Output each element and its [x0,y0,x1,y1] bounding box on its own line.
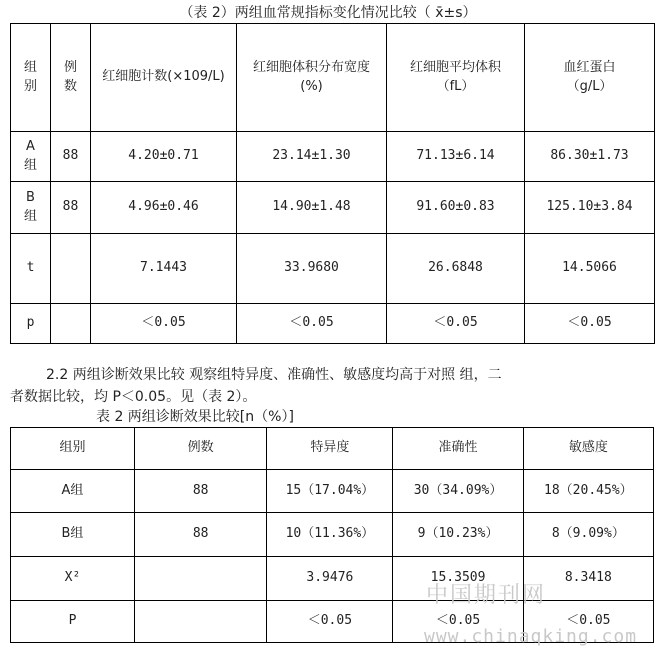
cell: 3.9476 [267,557,393,601]
cell: ＜0.05 [267,601,393,643]
table-row [11,304,655,344]
cell: 4.96±0.46 [91,182,237,234]
header-mcv: 红细胞平均体积（fL） [387,24,525,132]
cell: 8.3418 [523,557,653,601]
cell: 23.14±1.30 [237,132,387,182]
diagnosis-effect-table [10,427,654,643]
cell: 15.3509 [393,557,523,601]
watermark-url: www.chinaqking.com [424,626,638,647]
cell: A组 [11,470,135,513]
table2-caption: 表 2 两组诊断效果比较[n（%）] [96,409,294,425]
header-rbc-count: 红细胞计数(×109/L) [91,24,237,132]
cell: t [11,234,51,304]
cell: 9（10.23%） [393,513,523,557]
cell: ＜0.05 [387,304,525,344]
table-row [11,513,654,557]
cell: 71.13±6.14 [387,132,525,182]
cell: 30（34.09%） [393,470,523,513]
cell [51,234,91,304]
cell: 14.90±1.48 [237,182,387,234]
cell: 18（20.45%） [523,470,653,513]
table2-header-row [11,428,654,470]
header-accuracy: 准确性 [393,428,523,470]
cell: 33.9680 [237,234,387,304]
cell: A组 [11,132,51,182]
cell [134,601,266,643]
cell: p [11,304,51,344]
table-row [11,557,654,601]
cell: ＜0.05 [91,304,237,344]
cell: 14.5066 [525,234,655,304]
cell: 8（9.09%） [523,513,653,557]
paragraph-line-1: 2.2 两组诊断效果比较 观察组特异度、准确性、敏感度均高于对照 组，二 [46,367,502,383]
results-paragraph [10,364,654,408]
table-row [11,470,654,513]
header-rdw: 红细胞体积分布宽度(%) [237,24,387,132]
cell: ＜0.05 [393,601,523,643]
cell: ＜0.05 [523,601,653,643]
header-sensitivity: 敏感度 [523,428,653,470]
cell: 7.1443 [91,234,237,304]
cell: 86.30±1.73 [525,132,655,182]
blood-routine-table [10,23,655,344]
cell: 88 [51,182,91,234]
cell: B组 [11,182,51,234]
cell [51,304,91,344]
cell: P [11,601,135,643]
header-count: 例数 [134,428,266,470]
header-group: 组别 [11,428,135,470]
watermark-logo: 中国期刊网 [426,583,547,608]
cell: 88 [134,513,266,557]
table1-header-row [11,24,655,132]
header-hemoglobin: 血红蛋白（g/L） [525,24,655,132]
cell: 91.60±0.83 [387,182,525,234]
paragraph-line-2: 者数据比较，均 P＜0.05。见（表 2）。 [10,389,257,405]
table-row [11,182,655,234]
cell: 4.20±0.71 [91,132,237,182]
header-count: 例数 [51,24,91,132]
table-row [11,234,655,304]
cell: ＜0.05 [525,304,655,344]
cell: X² [11,557,135,601]
cell: 10（11.36%） [267,513,393,557]
header-specificity: 特异度 [267,428,393,470]
cell: 26.6848 [387,234,525,304]
cell: 125.10±3.84 [525,182,655,234]
cell: 15（17.04%） [267,470,393,513]
cell: B组 [11,513,135,557]
cell [134,557,266,601]
cell: ＜0.05 [237,304,387,344]
table1-caption: （表 2）两组血常规指标变化情况比较（ x̄±s） [179,5,477,21]
cell: 88 [134,470,266,513]
header-group: 组别 [11,24,51,132]
cell: 88 [51,132,91,182]
table-row [11,132,655,182]
